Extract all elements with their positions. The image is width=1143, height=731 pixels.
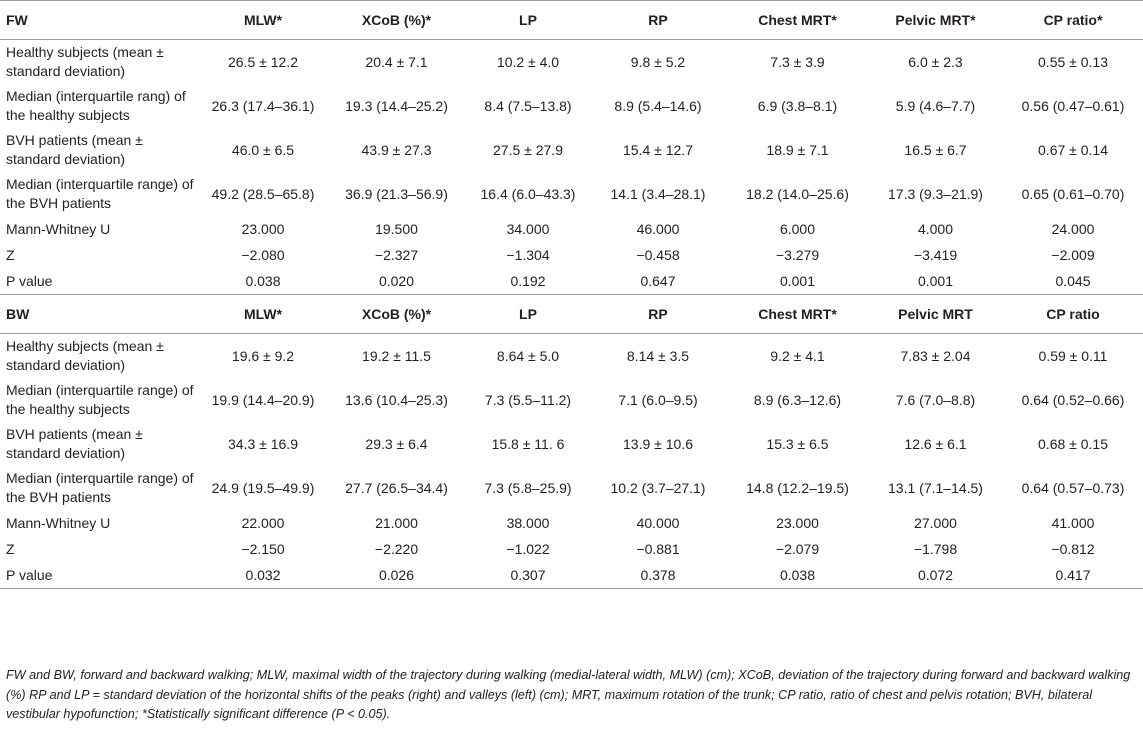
column-header: Chest MRT* (727, 1, 868, 40)
table-cell: 14.1 (3.4–28.1) (610, 185, 706, 202)
table-cell: 38.000 (506, 514, 550, 531)
section-label: BW (0, 295, 200, 334)
row-label: Healthy subjects (mean ± standard deviation) (6, 338, 164, 373)
table-cell: 7.3 (5.8–25.9) (484, 479, 572, 496)
row-label: BVH patients (mean ± standard deviation) (6, 132, 143, 167)
table-cell: 8.9 (6.3–12.6) (753, 391, 842, 408)
column-header: LP (467, 1, 589, 40)
column-header: RP (589, 1, 727, 40)
table-cell: 0.378 (589, 562, 727, 589)
table-cell: 8.64 ± 5.0 (496, 347, 560, 364)
table-cell: −0.812 (1051, 540, 1095, 557)
table-cell: −1.304 (506, 246, 550, 263)
column-header: RP (589, 295, 727, 334)
table-cell: 0.026 (326, 562, 467, 589)
table-cell: −3.279 (775, 246, 820, 263)
column-header: Pelvic MRT (868, 295, 1003, 334)
table-row (0, 268, 1143, 295)
table-footnote: FW and BW, forward and backward walking; MLW, maximal width of the trajectory during walking (medial-lateral width, MLW) (cm); XCoB, deviation of the trajectory during forward and backward walking (%) RP and LP = standard deviation of the horizontal shifts of the peaks (right) and valleys (left) (cm); MRT, maximum rotation of the trunk; CP ratio, ratio of chest and pelvis rotation; BVH, bilateral vestibular hypofunction; *Statistically significant difference (P < 0.05). (6, 668, 1131, 721)
row-label: Z (6, 246, 15, 263)
table-cell: 7.3 ± 3.9 (770, 53, 825, 70)
table-cell: 10.2 ± 4.0 (496, 53, 560, 70)
table-row (0, 172, 1143, 216)
table-cell: 0.001 (727, 268, 868, 295)
table-cell: 0.038 (727, 562, 868, 589)
table-cell: −2.009 (1051, 246, 1095, 263)
table-cell: 19.9 (14.4–20.9) (211, 391, 315, 408)
table-cell: 34.3 ± 16.9 (228, 435, 298, 452)
table-cell: 9.2 ± 4.1 (770, 347, 825, 364)
table-cell: 0.67 ± 0.14 (1038, 141, 1108, 158)
table-cell: 0.56 (0.47–0.61) (1021, 97, 1125, 114)
table-row (0, 422, 1143, 466)
table-cell: 9.8 ± 5.2 (630, 53, 686, 70)
section-header-row (0, 1, 1143, 40)
table-cell: 40.000 (636, 514, 680, 531)
column-header: Chest MRT* (727, 295, 868, 334)
table-cell: 0.192 (467, 268, 589, 295)
section-header-row (0, 295, 1143, 334)
table-cell: 22.000 (241, 514, 285, 531)
table-cell: 0.59 ± 0.11 (1038, 347, 1108, 364)
table-cell: −1.022 (506, 540, 550, 557)
table-cell: 6.0 ± 2.3 (908, 53, 963, 70)
table-cell: 0.038 (200, 268, 326, 295)
row-label: Median (interquartile rang) of the healthy subjects (6, 88, 186, 123)
table-cell: 13.6 (10.4–25.3) (345, 391, 448, 408)
table-row (0, 40, 1143, 85)
table-cell: 24.9 (19.5–49.9) (211, 479, 315, 496)
table-cell: 26.5 ± 12.2 (228, 53, 298, 70)
table-cell: 41.000 (1051, 514, 1095, 531)
column-header: CP ratio (1003, 295, 1143, 334)
row-label: P value (0, 268, 200, 295)
row-label: BVH patients (mean ± standard deviation) (6, 426, 143, 461)
table-cell: 19.500 (375, 220, 418, 237)
table-cell: 0.647 (589, 268, 727, 295)
table-cell: 7.83 ± 2.04 (900, 347, 971, 364)
section-label: FW (0, 1, 200, 40)
table-cell: 13.9 ± 10.6 (623, 435, 693, 452)
table-cell: 43.9 ± 27.3 (361, 141, 432, 158)
table-cell: 27.000 (914, 514, 957, 531)
table-row (0, 216, 1143, 242)
table-cell: 12.6 ± 6.1 (904, 435, 967, 452)
table-cell: 0.68 ± 0.15 (1038, 435, 1108, 452)
table-cell: 7.1 (6.0–9.5) (618, 391, 698, 408)
table-cell: 34.000 (506, 220, 550, 237)
table-row (0, 84, 1143, 128)
table-cell: 14.8 (12.2–19.5) (746, 479, 849, 496)
table-cell: 15.4 ± 12.7 (623, 141, 693, 158)
table-cell: 26.3 (17.4–36.1) (211, 97, 315, 114)
table-cell: −3.419 (913, 246, 958, 263)
table-cell: 0.417 (1003, 562, 1143, 589)
table-cell: 49.2 (28.5–65.8) (211, 185, 315, 202)
row-label: P value (0, 562, 200, 589)
table-cell: 15.3 ± 6.5 (766, 435, 829, 452)
column-header: CP ratio* (1003, 1, 1143, 40)
table-cell: 4.000 (917, 220, 954, 237)
table-cell: 6.000 (779, 220, 816, 237)
table-cell: 36.9 (21.3–56.9) (345, 185, 448, 202)
table-cell: 13.1 (7.1–14.5) (888, 479, 983, 496)
table-cell: 24.000 (1051, 220, 1095, 237)
table-row (0, 466, 1143, 510)
table-cell: 16.4 (6.0–43.3) (480, 185, 576, 202)
column-header: Pelvic MRT* (868, 1, 1003, 40)
table-cell: 8.4 (7.5–13.8) (484, 97, 572, 114)
table-cell: −2.079 (775, 540, 820, 557)
table-cell: 29.3 ± 6.4 (365, 435, 428, 452)
table-cell: 23.000 (776, 514, 819, 531)
table-cell: 8.9 (5.4–14.6) (614, 97, 702, 114)
table-row (0, 378, 1143, 422)
table-cell: 46.000 (636, 220, 680, 237)
row-label: Z (6, 540, 15, 557)
table-cell: 19.3 (14.4–25.2) (345, 97, 448, 114)
table-row (0, 242, 1143, 268)
table-cell: 21.000 (375, 514, 418, 531)
column-header: MLW* (200, 1, 326, 40)
row-label: Mann-Whitney U (6, 514, 111, 531)
table-cell: 8.14 ± 3.5 (626, 347, 690, 364)
table-cell: 0.65 (0.61–0.70) (1021, 185, 1125, 202)
table-row (0, 562, 1143, 589)
table-cell: 10.2 (3.7–27.1) (610, 479, 706, 496)
row-label: Median (interquartile range) of the healthy subjects (6, 382, 194, 417)
table-cell: 7.3 (5.5–11.2) (484, 391, 572, 408)
table-row (0, 510, 1143, 536)
table-cell: 6.9 (3.8–8.1) (757, 97, 838, 114)
table-cell: 23.000 (241, 220, 285, 237)
table-cell: 0.001 (868, 268, 1003, 295)
table-cell: 0.020 (326, 268, 467, 295)
table-cell: 19.2 ± 11.5 (362, 347, 431, 364)
table-cell: −2.220 (374, 540, 419, 557)
table-cell: −2.150 (241, 540, 285, 557)
table-row (0, 334, 1143, 379)
row-label: Median (interquartile range) of the BVH patients (6, 470, 194, 505)
table-row (0, 536, 1143, 562)
column-header: XCoB (%)* (326, 295, 467, 334)
row-label: Median (interquartile range) of the BVH patients (6, 176, 194, 211)
table-row (0, 128, 1143, 172)
column-header: XCoB (%)* (326, 1, 467, 40)
table-cell: −0.881 (636, 540, 680, 557)
table-cell: 20.4 ± 7.1 (365, 53, 428, 70)
table-cell: 7.6 (7.0–8.8) (895, 391, 976, 408)
table-cell: 16.5 ± 6.7 (904, 141, 967, 158)
table-cell: 0.64 (0.52–0.66) (1021, 391, 1125, 408)
table-cell: 18.9 ± 7.1 (766, 141, 829, 158)
table-cell: 0.045 (1003, 268, 1143, 295)
table-cell: 0.307 (467, 562, 589, 589)
table-cell: 0.072 (868, 562, 1003, 589)
table-cell: 27.5 ± 27.9 (493, 141, 563, 158)
table-cell: 5.9 (4.6–7.7) (895, 97, 976, 114)
table-cell: 27.7 (26.5–34.4) (345, 479, 448, 496)
table-cell: 18.2 (14.0–25.6) (746, 185, 849, 202)
table-cell: 0.55 ± 0.13 (1038, 53, 1108, 70)
table-body (0, 1, 1143, 589)
table-cell: 15.8 ± 11. 6 (491, 435, 565, 452)
table-cell: 19.6 ± 9.2 (231, 347, 295, 364)
table-cell: −2.080 (241, 246, 285, 263)
column-header: LP (467, 295, 589, 334)
column-header: MLW* (200, 295, 326, 334)
table-cell: 0.032 (200, 562, 326, 589)
table-cell: 0.64 (0.57–0.73) (1021, 479, 1125, 496)
row-label: Mann-Whitney U (6, 220, 111, 237)
table-cell: −2.327 (374, 246, 419, 263)
table-cell: −0.458 (636, 246, 680, 263)
table-cell: 17.3 (9.3–21.9) (888, 185, 983, 202)
table-cell: 46.0 ± 6.5 (231, 141, 295, 158)
table-cell: −1.798 (913, 540, 958, 557)
row-label: Healthy subjects (mean ± standard deviation) (6, 44, 164, 79)
